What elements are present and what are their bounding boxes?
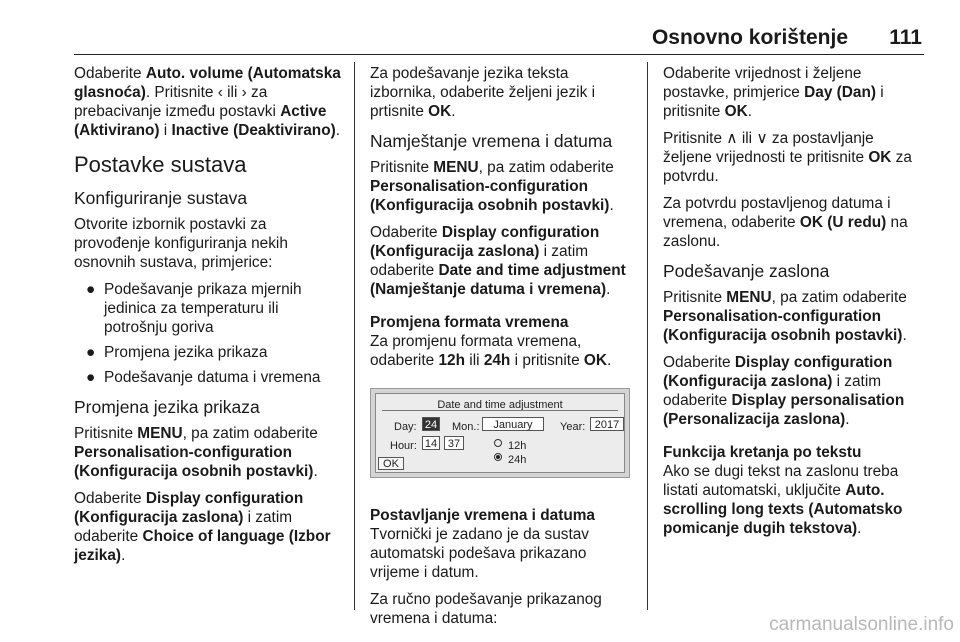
text: i pritisnite	[510, 352, 584, 369]
text: za prebacivanje između postavki	[74, 84, 281, 120]
term: MENU	[137, 425, 183, 442]
term: Display configuration (Konfiguracija zaslona)	[663, 354, 893, 390]
minor-heading: Promjena formata vremena	[370, 314, 569, 331]
text: i zatim odaberite	[370, 243, 589, 279]
term: Personalisation-configuration (Konfiguracija osobnih postavki)	[370, 178, 610, 214]
screen-panel	[375, 393, 625, 473]
paragraph	[663, 194, 925, 251]
text: , pa zatim odaberite	[478, 159, 614, 176]
minor-heading: Postavljanje vremena i datuma	[370, 507, 595, 524]
text: i	[159, 122, 172, 139]
chevron-left-icon: ‹	[217, 84, 223, 101]
term: OK	[428, 103, 452, 120]
text: , pa zatim odaberite	[771, 289, 907, 306]
paragraph	[663, 462, 925, 538]
text: .	[606, 281, 611, 298]
paragraph-auto-volume	[74, 64, 344, 140]
text: Odaberite	[370, 224, 442, 241]
text: Odaberite	[74, 490, 146, 507]
minor-heading: Funkcija kretanja po tekstu	[663, 444, 862, 461]
hour-label: Hour:	[390, 440, 417, 452]
paragraph	[370, 223, 632, 299]
term: Display configuration (Konfiguracija zaslona)	[370, 224, 600, 260]
list-item-text: Podešavanje datuma i vremena	[104, 369, 321, 386]
chevron-right-icon: ›	[241, 84, 247, 101]
option-24h-label: 24h	[508, 454, 527, 466]
column-2	[370, 64, 632, 636]
text: .	[451, 103, 456, 120]
term: OK	[583, 352, 607, 369]
radio-12h-icon	[494, 439, 502, 447]
year-label: Year:	[560, 421, 586, 433]
term: Display configuration (Konfiguracija zaslona)	[74, 490, 304, 526]
chevron-down-icon: ∨	[756, 130, 768, 147]
term: 12h	[438, 352, 465, 369]
date-time-screen-illustration	[370, 388, 630, 478]
column-1	[74, 64, 344, 573]
text: .	[609, 197, 614, 214]
list-item	[74, 343, 344, 362]
minute-field: 37	[444, 436, 464, 450]
day-label: Day:	[394, 421, 417, 433]
term: MENU	[726, 289, 772, 306]
column-divider-2	[647, 62, 648, 610]
watermark: carmanualsonline.info	[769, 614, 954, 635]
chevron-up-icon: ∧	[726, 130, 738, 147]
term: OK	[868, 149, 892, 166]
year-field: 2017	[590, 417, 624, 431]
text: Pritisnite	[663, 130, 727, 147]
text: Odaberite	[74, 65, 146, 82]
page-header	[0, 0, 960, 60]
subsection-heading: Konfiguriranje sustava	[74, 188, 248, 208]
subsection-heading: Podešavanje zaslona	[663, 261, 830, 281]
text: Za promjenu formata vremena, odaberite	[370, 333, 582, 369]
term: Choice of language (Izbor jezika)	[74, 528, 331, 564]
page-header-title: Osnovno korištenje	[651, 26, 848, 49]
subsection-heading: Namještanje vremena i datuma	[370, 131, 613, 151]
text: Pritisnite	[74, 425, 138, 442]
text: , pa zatim odaberite	[182, 425, 318, 442]
page-number: 111	[889, 26, 922, 49]
month-label: Mon.:	[452, 421, 480, 433]
text: Odaberite	[663, 354, 735, 371]
text: i zatim odaberite	[663, 373, 882, 409]
text: za potvrdu.	[663, 149, 912, 185]
text: .	[313, 463, 318, 480]
column-3	[663, 64, 925, 546]
text: Odaberite vrijednost i željene postavke, primjerice	[663, 65, 862, 101]
paragraph: Tvornički je zadano je da sustav automatski podešava prikazano vrijeme i datum.	[370, 526, 590, 581]
section-heading: Postavke sustava	[74, 152, 247, 177]
term: Active (Aktivirano)	[74, 103, 327, 139]
column-divider-1	[354, 62, 355, 610]
term: Day (Dan)	[804, 84, 876, 101]
text: Za podešavanje jezika teksta izbornika, odaberite željeni jezik i prtisnite	[370, 65, 595, 120]
radio-24h-icon	[494, 453, 502, 461]
list-item-text: Promjena jezika prikaza	[104, 344, 268, 361]
term: MENU	[433, 159, 479, 176]
paragraph: Za ručno podešavanje prikazanog vremena i datuma:	[370, 591, 602, 627]
paragraph	[74, 489, 344, 565]
text: za postavljanje željene vrijednosti te pritisnite	[663, 130, 874, 166]
bullet-icon: ●	[86, 369, 96, 386]
text: Pritisnite	[370, 159, 434, 176]
paragraph	[663, 288, 925, 345]
bullet-icon: ●	[86, 281, 96, 298]
text: .	[845, 411, 850, 428]
paragraph	[663, 64, 925, 121]
subsection-heading: Promjena jezika prikaza	[74, 397, 260, 417]
list-item	[74, 280, 344, 337]
paragraph	[370, 64, 632, 121]
screen-ok-button: OK	[378, 457, 404, 470]
screen-divider	[382, 410, 618, 411]
text: Ako se dugi tekst na zaslonu treba listati automatski, uključite	[663, 463, 899, 499]
text: ili	[737, 130, 757, 147]
term: Auto. scrolling long texts (Automatsko pomicanje dugih tekstova)	[663, 482, 903, 537]
text: .	[335, 122, 341, 139]
text: .	[902, 327, 907, 344]
text: i pritisnite	[663, 84, 884, 120]
paragraph	[370, 332, 632, 370]
text: .	[857, 520, 862, 537]
hour-field: 14	[422, 436, 440, 450]
text: .	[607, 352, 612, 369]
term: Inactive (Deaktivirano)	[171, 122, 336, 139]
screen-title: Date and time adjustment	[437, 399, 563, 411]
text: . Pritisnite	[145, 84, 218, 101]
term: OK (U redu)	[799, 214, 887, 231]
bullet-list	[74, 280, 344, 387]
text: ili	[222, 84, 242, 101]
term: Personalisation-configuration (Konfiguracija osobnih postavki)	[74, 444, 314, 480]
term: Date and time adjustment (Namještanje datuma i vremena)	[370, 262, 626, 298]
list-item-text: Podešavanje prikaza mjernih jedinica za temperaturu ili potrošnju goriva	[104, 281, 302, 336]
text: Za potvrdu postavljenog datuma i vremena, odaberite	[663, 195, 891, 231]
paragraph	[663, 129, 925, 186]
month-field: January	[482, 417, 544, 431]
bullet-icon: ●	[86, 344, 96, 361]
text: i zatim odaberite	[74, 509, 293, 545]
text: .	[747, 103, 752, 120]
text: .	[121, 547, 126, 564]
term: 24h	[483, 352, 511, 369]
term: Personalisation-configuration (Konfiguracija osobnih postavki)	[663, 308, 903, 344]
list-item	[74, 368, 344, 387]
option-12h-label: 12h	[508, 440, 527, 452]
term: Display personalisation (Personalizacija zaslona)	[663, 392, 905, 428]
paragraph	[663, 353, 925, 429]
term: Auto. volume (Automatska glasnoća)	[74, 65, 341, 101]
text: na zaslonu.	[663, 214, 908, 250]
term: OK	[724, 103, 748, 120]
paragraph: Otvorite izbornik postavki za provođenje konfiguriranja nekih osnovnih sustava, primjerice:	[74, 216, 288, 271]
paragraph	[74, 424, 344, 481]
header-divider	[74, 54, 924, 55]
text: ili	[465, 352, 484, 369]
text: Pritisnite	[663, 289, 727, 306]
day-field: 24	[422, 417, 440, 431]
paragraph	[370, 158, 632, 215]
